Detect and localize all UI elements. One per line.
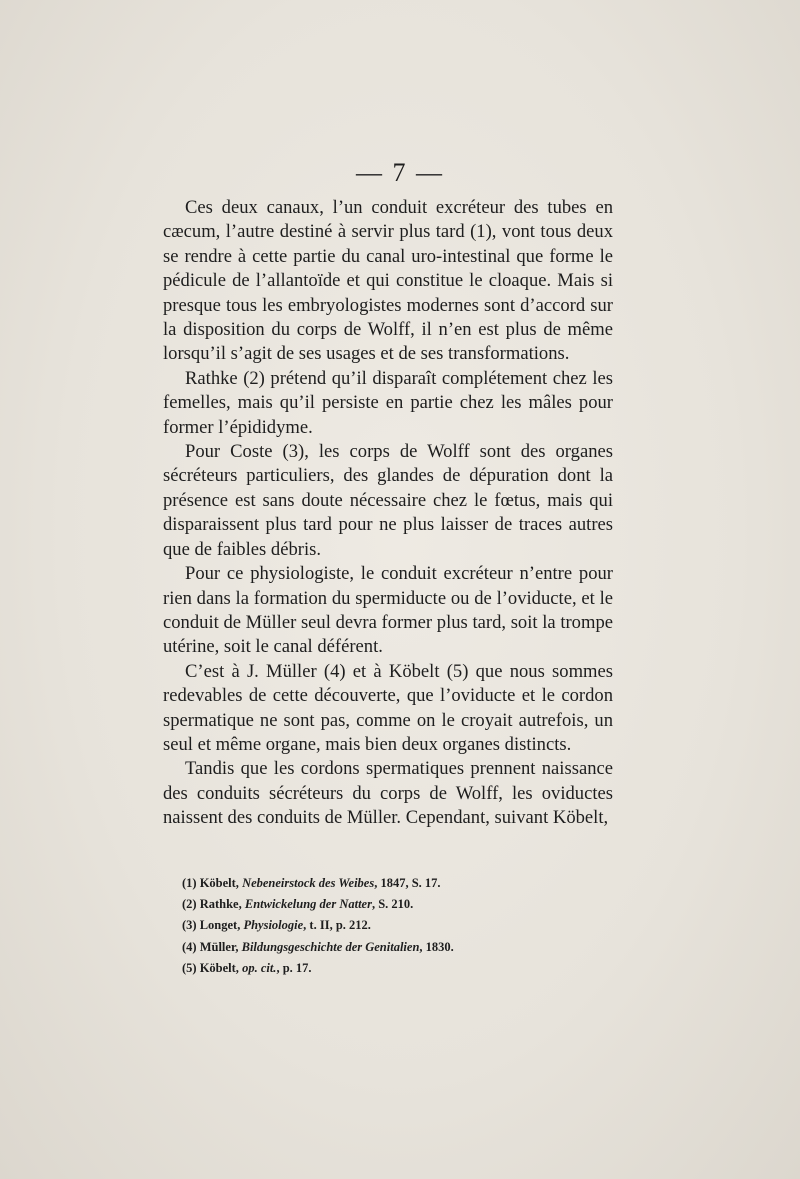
footnote-reference: , p. 17.	[276, 960, 312, 975]
footnote-reference: , t. II, p. 212.	[303, 918, 371, 933]
footnote	[182, 937, 622, 958]
paragraph: C’est à J. Müller (4) et à Köbelt (5) que nous sommes redevables de cette découverte, que l’oviducte et le cordon spermatique ne sont pas, comme on le croyait autrefois, un seul et même organe, mais bien deux organes distincts.	[163, 660, 613, 755]
footnote-title: Bildungsgeschichte der Genitalien	[241, 939, 420, 954]
footnote-reference: , 1847, S. 17.	[374, 876, 441, 890]
footnote-reference: , 1830.	[419, 939, 454, 954]
footnote-author: Köbelt,	[199, 876, 239, 890]
main-text	[163, 196, 613, 831]
paragraph: Pour Coste (3), les corps de Wolff sont des organes sécréteurs particuliers, des glandes de dépuration dont la présence est sans doute nécessaire chez le fœtus, mais qui disparaissent plus tard pour ne plus laisser de traces autres que de faibles débris.	[163, 441, 613, 560]
paragraph: Ces deux canaux, l’un conduit excréteur des tubes en cæcum, l’autre destiné à servir plus tard (1), vont tous deux se rendre à cette partie du canal uro-intestinal que forme le pédicule de l’allantoïde et qui constitue le cloaque. Mais si presque tous les embryologistes modernes sont d’accord sur la disposition du corps de Wolff, il n’en est plus de même lorsqu’il s’agit de ses usages et de ses transformations.	[163, 197, 613, 365]
footnote-author: Müller,	[199, 939, 239, 954]
footnote-reference: , S. 210.	[371, 897, 414, 912]
footnote-number: (2)	[182, 897, 197, 912]
footnotes	[182, 873, 622, 979]
paragraph: Pour ce physiologiste, le conduit excréteur n’entre pour rien dans la formation du spermiducte ou de l’oviducte, et le conduit de Müller seul devra former plus tard, soit la trompe utérine, soit le canal déférent.	[163, 563, 613, 658]
footnote-number: (3)	[182, 918, 197, 933]
footnote	[182, 873, 622, 894]
paragraph: Tandis que les cordons spermatiques prennent naissance des conduits sécréteurs du corps de Wolff, les oviductes naissent des conduits de Müller. Cependant, suivant Köbelt,	[163, 758, 613, 829]
footnote-title: Physiologie	[243, 918, 304, 933]
footnote-number: (5)	[182, 960, 197, 975]
footnote-number: (1)	[182, 876, 197, 890]
footnote-author: Köbelt,	[199, 960, 239, 975]
footnote-title: Nebeneirstock des Weibes	[242, 876, 375, 890]
footnote-title: op. cit.	[242, 960, 277, 975]
footnote-title: Entwickelung der Natter	[244, 897, 372, 912]
page-number: — 7 —	[356, 158, 444, 187]
footnote-author: Rathke,	[199, 897, 242, 912]
footnote-number: (4)	[182, 939, 197, 954]
footnote-author: Longet,	[199, 918, 241, 933]
paragraph: Rathke (2) prétend qu’il disparaît complétement chez les femelles, mais qu’il persiste en partie chez les mâles pour former l’épididyme.	[163, 367, 613, 438]
footnote	[182, 894, 622, 915]
footnote	[182, 958, 622, 979]
footnote	[182, 915, 622, 936]
